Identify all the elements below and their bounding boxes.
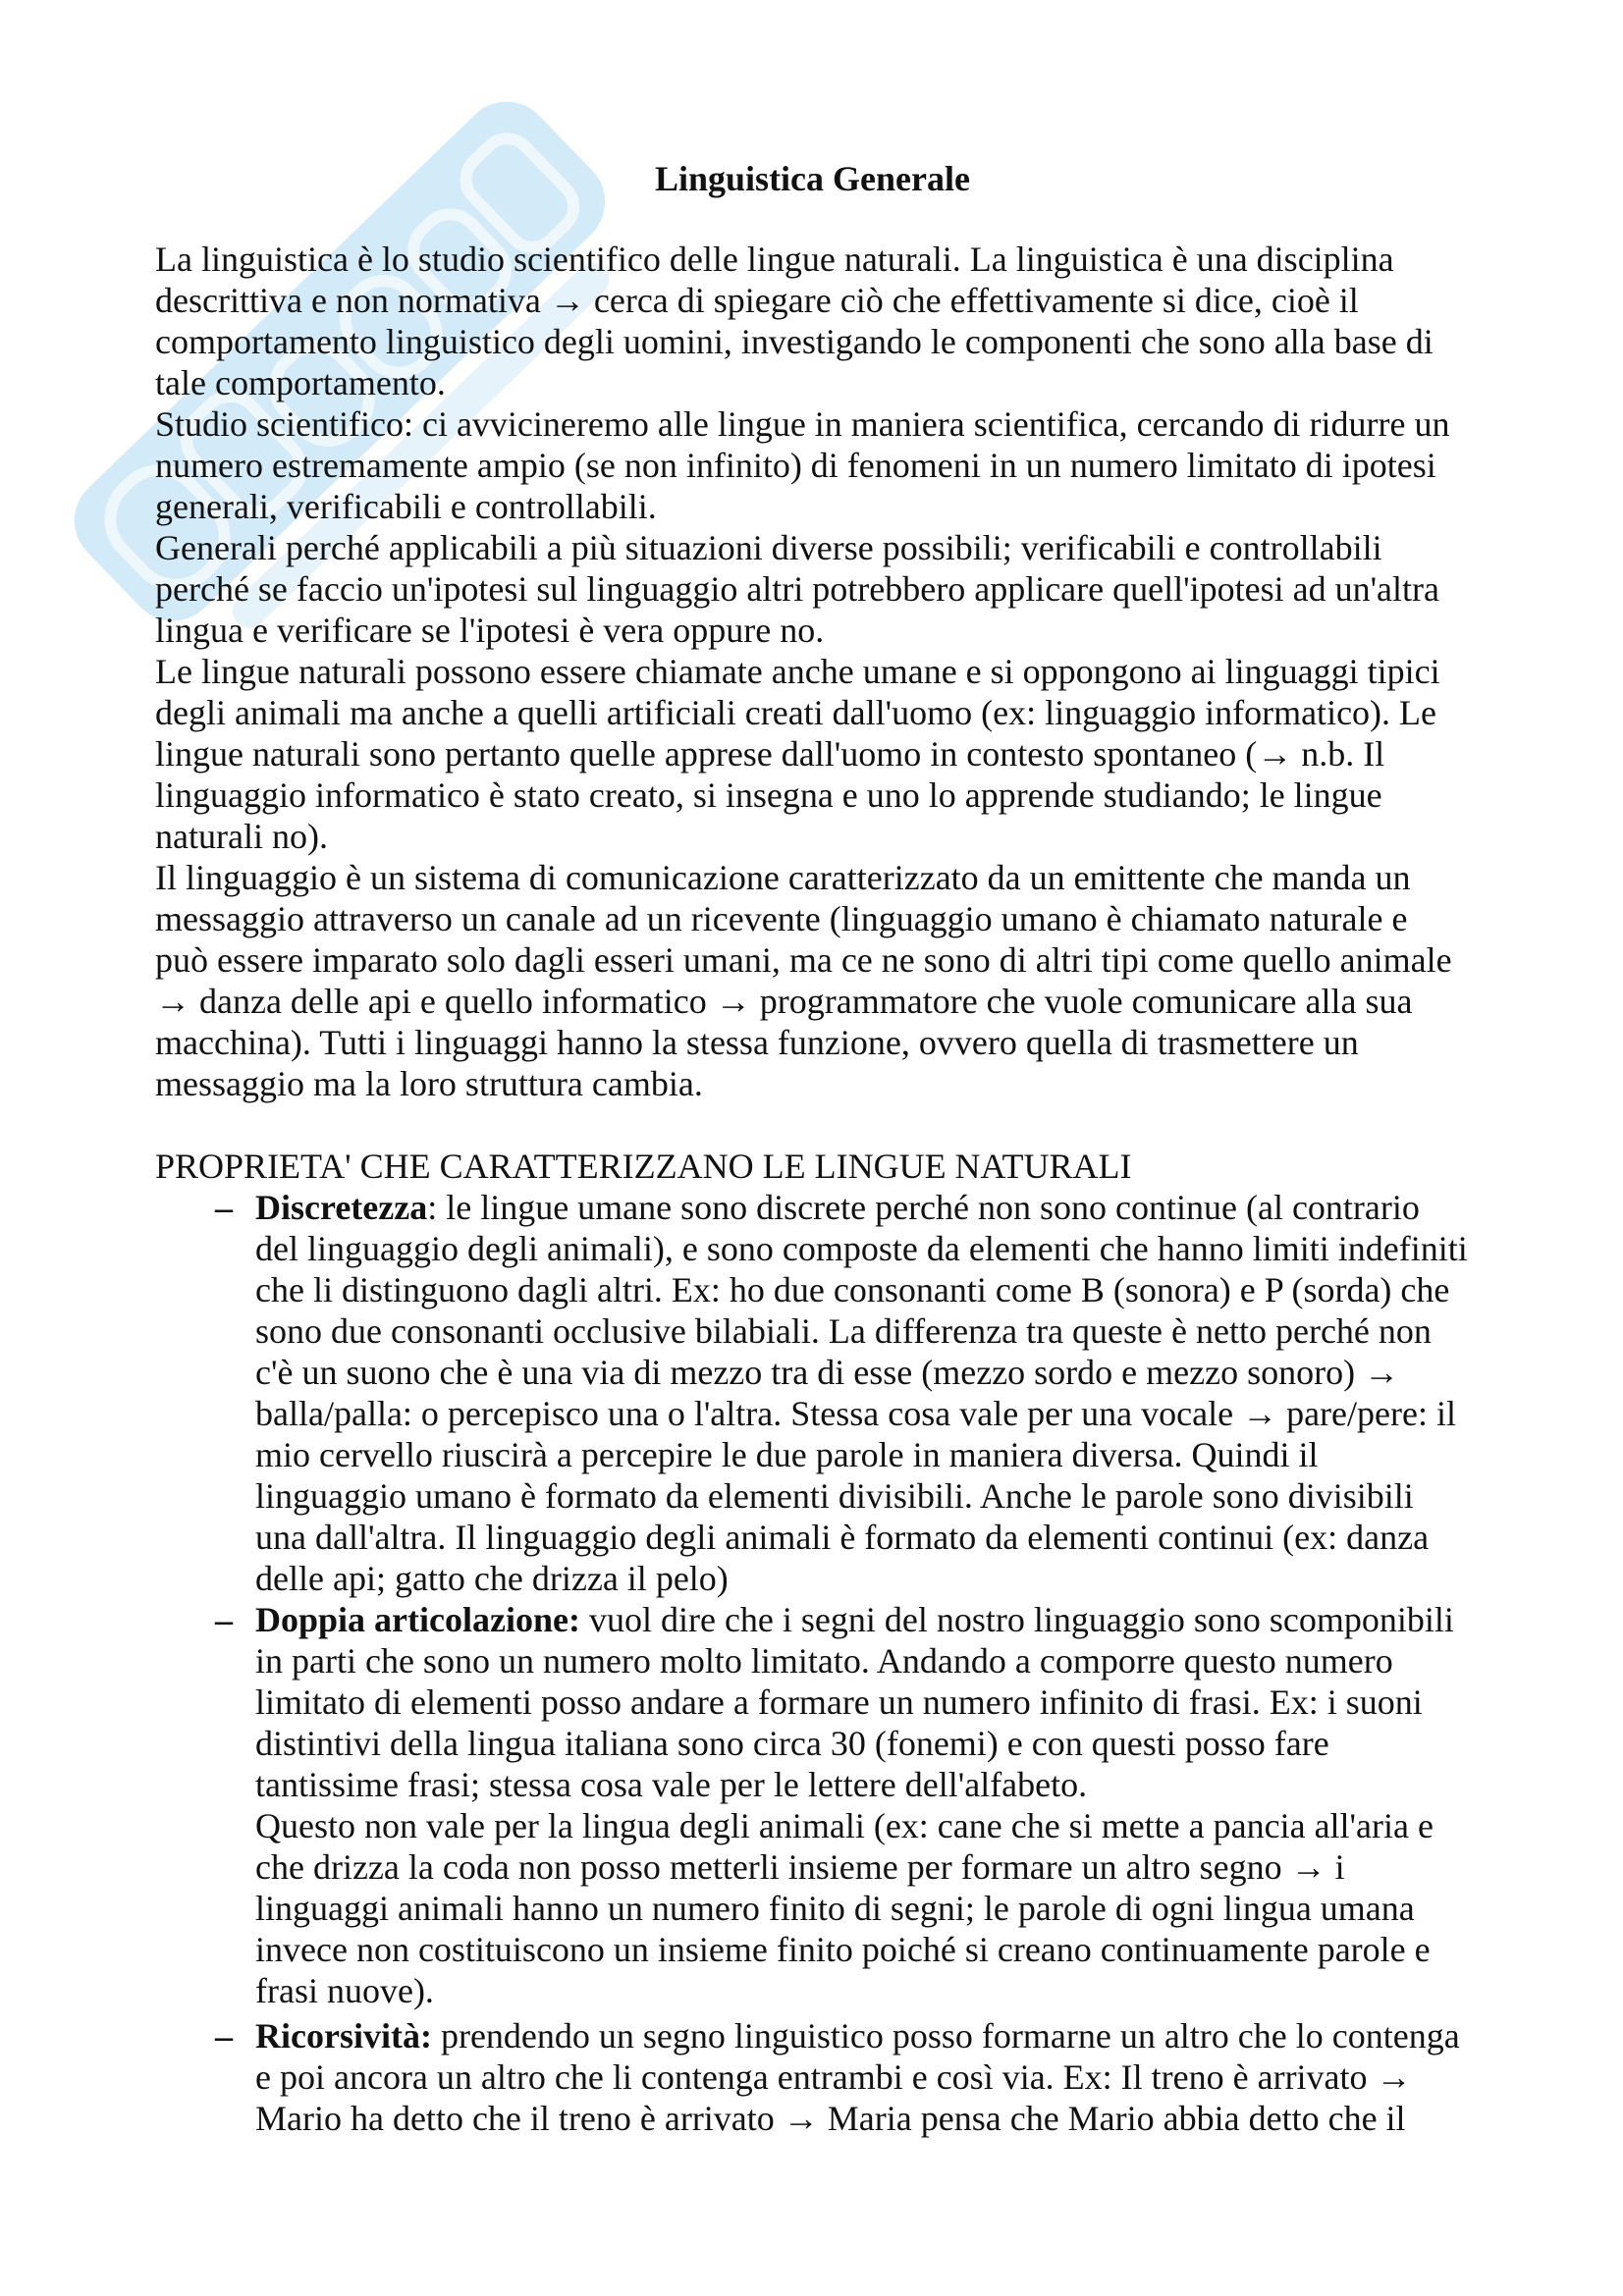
text-line: Il linguaggio è un sistema di comunicazione caratterizzato da un emittente che manda un <box>155 858 1411 897</box>
property-first-line <box>255 2015 1470 2056</box>
property-item-doppia-articolazione <box>155 1599 1470 2011</box>
text-line: tantissime frasi; stessa cosa vale per le lettere dell'alfabeto. <box>255 1765 1088 1804</box>
text-line: c'è un suono che è una via di mezzo tra di esse (mezzo sordo e mezzo sonoro) → <box>255 1353 1400 1392</box>
text-line: comportamento linguistico degli uomini, investigando le componenti che sono alla base di <box>155 322 1434 361</box>
text-line: lingua e verificare se l'ipotesi è vera oppure no. <box>155 611 825 650</box>
property-term: Discretezza <box>255 1188 428 1227</box>
property-term: Ricorsività: <box>255 2016 432 2056</box>
text-line: generali, verificabili e controllabili. <box>155 487 657 526</box>
text-line: che li distinguono dagli altri. Ex: ho due consonanti come B (sonora) e P (sorda) che <box>255 1270 1450 1309</box>
text-line: Generali perché applicabili a più situazioni diverse possibili; verificabili e controllabili <box>155 528 1382 567</box>
bullet-dash: – <box>215 1600 233 1639</box>
text-line: linguaggi animali hanno un numero finito di segni; le parole di ogni lingua umana <box>255 1889 1415 1928</box>
text-line: lingue naturali sono pertanto quelle apprese dall'uomo in contesto spontaneo (→ n.b. Il <box>155 734 1385 774</box>
bullet-dash: – <box>215 2016 233 2056</box>
text-line: naturali no). <box>155 817 328 856</box>
text-line: una dall'altra. Il linguaggio degli animali è formato da elementi continui (ex: danza <box>255 1518 1430 1557</box>
text-line: balla/palla: o percepisco una o l'altra. Stessa cosa vale per una vocale → pare/pere: il <box>255 1394 1456 1433</box>
property-item-ricorsivita <box>155 2015 1470 2139</box>
document-body <box>155 239 1470 2139</box>
paragraph <box>155 403 1470 527</box>
text-line: linguaggio umano è formato da elementi divisibili. Anche le parole sono divisibili <box>255 1476 1414 1516</box>
text-line: frasi nuove). <box>255 1971 434 2010</box>
page-title: Linguistica Generale <box>655 159 970 198</box>
bullet-dash: – <box>215 1188 233 1227</box>
text-line: → danza delle api e quello informatico → programmatore che vuole comunicare alla sua <box>155 982 1413 1021</box>
text-line: numero estremamente ampio (se non infinito) di fenomeni in un numero limitato di ipotesi <box>155 446 1436 485</box>
paragraph <box>155 527 1470 651</box>
text-line: descrittiva e non normativa → cerca di spiegare ciò che effettivamente si dice, cioè il <box>155 281 1359 320</box>
text-line: messaggio ma la loro struttura cambia. <box>155 1064 703 1103</box>
property-first-line <box>255 1187 1470 1228</box>
text-line: può essere imparato solo dagli esseri umani, ma ce ne sono di altri tipi come quello animale <box>155 940 1452 980</box>
text-line: distintivi della lingua italiana sono circa 30 (fonemi) e con questi posso fare <box>255 1724 1329 1763</box>
text-line: che drizza la coda non posso metterli insieme per formare un altro segno → i <box>255 1847 1345 1887</box>
text-line: La linguistica è lo studio scientifico delle lingue naturali. La linguistica è una disciplina <box>155 240 1394 279</box>
text-line: messaggio attraverso un canale ad un ricevente (linguaggio umano è chiamato naturale e <box>155 899 1408 938</box>
property-text: vuol dire che i segni del nostro linguaggio sono scomponibili <box>579 1600 1454 1639</box>
text-line: tale comportamento. <box>155 363 446 402</box>
text-line: degli animali ma anche a quelli artificiali creati dall'uomo (ex: linguaggio informatico). Le <box>155 693 1436 732</box>
property-text: : le lingue umane sono discrete perché non sono continue (al contrario <box>427 1188 1420 1227</box>
text-line: Questo non vale per la lingua degli animali (ex: cane che si mette a pancia all'aria e <box>255 1806 1434 1845</box>
text-line: e poi ancora un altro che li contenga entrambi e così via. Ex: Il treno è arrivato → <box>255 2057 1412 2097</box>
property-first-line <box>255 1599 1470 1640</box>
text-line: Mario ha detto che il treno è arrivato → Maria pensa che Mario abbia detto che il <box>255 2099 1406 2138</box>
text-line: Le lingue naturali possono essere chiamate anche umane e si oppongono ai linguaggi tipici <box>155 652 1440 691</box>
text-line: linguaggio informatico è stato creato, si insegna e uno lo apprende studiando; le lingue <box>155 775 1382 815</box>
paragraph <box>155 239 1470 403</box>
text-line: macchina). Tutti i linguaggi hanno la stessa funzione, ovvero quella di trasmettere un <box>155 1023 1359 1062</box>
property-text: prendendo un segno linguistico posso formarne un altro che lo contenga <box>431 2016 1460 2056</box>
text-line: mio cervello riuscirà a percepire le due parole in maniera diversa. Quindi il <box>255 1435 1319 1474</box>
text-line: delle api; gatto che drizza il pelo) <box>255 1559 729 1598</box>
text-line: Studio scientifico: ci avvicineremo alle lingue in maniera scientifica, cercando di ridurre un <box>155 404 1450 444</box>
paragraph <box>155 857 1470 1104</box>
section-heading: PROPRIETA' CHE CARATTERIZZANO LE LINGUE NATURALI <box>155 1147 1132 1186</box>
text-line: in parti che sono un numero molto limitato. Andando a comporre questo numero <box>255 1641 1393 1681</box>
text-line: invece non costituiscono un insieme finito poiché si creano continuamente parole e <box>255 1930 1431 1969</box>
text-line: sono due consonanti occlusive bilabiali. La differenza tra queste è netto perché non <box>255 1311 1432 1351</box>
property-term: Doppia articolazione: <box>255 1600 580 1639</box>
property-item-discretezza <box>155 1187 1470 1599</box>
text-line: perché se faccio un'ipotesi sul linguaggio altri potrebbero applicare quell'ipotesi ad un'altra <box>155 569 1440 609</box>
text-line: limitato di elementi posso andare a formare un numero infinito di frasi. Ex: i suoni <box>255 1682 1423 1722</box>
text-line: del linguaggio degli animali), e sono composte da elementi che hanno limiti indefiniti <box>255 1229 1468 1268</box>
paragraph <box>155 651 1470 857</box>
